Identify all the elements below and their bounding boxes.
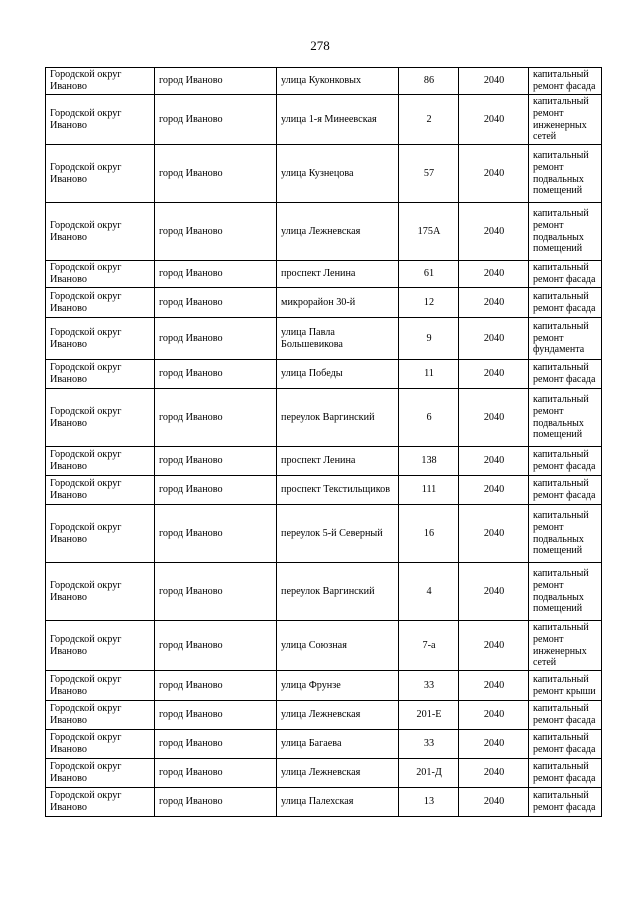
year-cell: 2040: [459, 288, 529, 318]
okrug-cell: Городской округ Иваново: [46, 389, 155, 447]
house-number-cell: 6: [399, 389, 459, 447]
street-cell: проспект Текстильщиков: [277, 476, 399, 505]
work-type-cell: капитальный ремонт подвальных помещений: [529, 505, 602, 563]
table-row: [46, 759, 602, 788]
table-row: [46, 701, 602, 730]
city-cell: город Иваново: [155, 759, 277, 788]
year-cell: 2040: [459, 563, 529, 621]
city-cell: город Иваново: [155, 621, 277, 671]
work-type-cell: капитальный ремонт подвальных помещений: [529, 145, 602, 203]
year-cell: 2040: [459, 389, 529, 447]
work-type-cell: капитальный ремонт фасада: [529, 730, 602, 759]
city-cell: город Иваново: [155, 389, 277, 447]
house-number-cell: 201-Е: [399, 701, 459, 730]
street-cell: улица Лежневская: [277, 701, 399, 730]
city-cell: город Иваново: [155, 505, 277, 563]
house-number-cell: 57: [399, 145, 459, 203]
street-cell: улица Союзная: [277, 621, 399, 671]
city-cell: город Иваново: [155, 95, 277, 145]
city-cell: город Иваново: [155, 203, 277, 261]
house-number-cell: 86: [399, 68, 459, 95]
table-row: [46, 476, 602, 505]
house-number-cell: 175А: [399, 203, 459, 261]
table-row: [46, 318, 602, 360]
year-cell: 2040: [459, 759, 529, 788]
year-cell: 2040: [459, 145, 529, 203]
street-cell: переулок Варгинский: [277, 389, 399, 447]
table-row: [46, 288, 602, 318]
house-number-cell: 138: [399, 447, 459, 476]
okrug-cell: Городской округ Иваново: [46, 203, 155, 261]
work-type-cell: капитальный ремонт фасада: [529, 788, 602, 817]
table-row: [46, 389, 602, 447]
city-cell: город Иваново: [155, 563, 277, 621]
house-number-cell: 9: [399, 318, 459, 360]
year-cell: 2040: [459, 203, 529, 261]
okrug-cell: Городской округ Иваново: [46, 759, 155, 788]
house-number-cell: 11: [399, 360, 459, 389]
work-type-cell: капитальный ремонт фасада: [529, 68, 602, 95]
street-cell: улица Победы: [277, 360, 399, 389]
street-cell: улица Лежневская: [277, 759, 399, 788]
year-cell: 2040: [459, 360, 529, 389]
year-cell: 2040: [459, 318, 529, 360]
okrug-cell: Городской округ Иваново: [46, 261, 155, 288]
okrug-cell: Городской округ Иваново: [46, 701, 155, 730]
year-cell: 2040: [459, 671, 529, 701]
okrug-cell: Городской округ Иваново: [46, 788, 155, 817]
work-type-cell: капитальный ремонт подвальных помещений: [529, 389, 602, 447]
house-number-cell: 12: [399, 288, 459, 318]
house-number-cell: 2: [399, 95, 459, 145]
table-row: [46, 730, 602, 759]
year-cell: 2040: [459, 476, 529, 505]
year-cell: 2040: [459, 730, 529, 759]
street-cell: улица Павла Большевикова: [277, 318, 399, 360]
page-number: 278: [310, 38, 330, 53]
street-cell: проспект Ленина: [277, 261, 399, 288]
house-number-cell: 61: [399, 261, 459, 288]
okrug-cell: Городской округ Иваново: [46, 360, 155, 389]
table-row: [46, 261, 602, 288]
table-row: [46, 563, 602, 621]
city-cell: город Иваново: [155, 447, 277, 476]
city-cell: город Иваново: [155, 701, 277, 730]
work-type-cell: капитальный ремонт подвальных помещений: [529, 203, 602, 261]
street-cell: проспект Ленина: [277, 447, 399, 476]
year-cell: 2040: [459, 505, 529, 563]
house-number-cell: 16: [399, 505, 459, 563]
city-cell: город Иваново: [155, 145, 277, 203]
table-row: [46, 621, 602, 671]
okrug-cell: Городской округ Иваново: [46, 68, 155, 95]
year-cell: 2040: [459, 95, 529, 145]
work-type-cell: капитальный ремонт фасада: [529, 261, 602, 288]
table-row: [46, 360, 602, 389]
city-cell: город Иваново: [155, 476, 277, 505]
year-cell: 2040: [459, 68, 529, 95]
work-type-cell: капитальный ремонт подвальных помещений: [529, 563, 602, 621]
work-type-cell: капитальный ремонт инженерных сетей: [529, 621, 602, 671]
city-cell: город Иваново: [155, 360, 277, 389]
street-cell: улица Кузнецова: [277, 145, 399, 203]
street-cell: улица Лежневская: [277, 203, 399, 261]
street-cell: улица 1-я Минеевская: [277, 95, 399, 145]
year-cell: 2040: [459, 701, 529, 730]
house-number-cell: 13: [399, 788, 459, 817]
year-cell: 2040: [459, 447, 529, 476]
street-cell: улица Фрунзе: [277, 671, 399, 701]
work-type-cell: капитальный ремонт фасада: [529, 701, 602, 730]
house-number-cell: 33: [399, 671, 459, 701]
work-type-cell: капитальный ремонт крыши: [529, 671, 602, 701]
table-row: [46, 145, 602, 203]
work-type-cell: капитальный ремонт фасада: [529, 288, 602, 318]
street-cell: переулок 5-й Северный: [277, 505, 399, 563]
work-type-cell: капитальный ремонт фасада: [529, 759, 602, 788]
okrug-cell: Городской округ Иваново: [46, 671, 155, 701]
table-row: [46, 447, 602, 476]
work-type-cell: капитальный ремонт фасада: [529, 447, 602, 476]
house-number-cell: 4: [399, 563, 459, 621]
table-row: [46, 68, 602, 95]
okrug-cell: Городской округ Иваново: [46, 476, 155, 505]
city-cell: город Иваново: [155, 318, 277, 360]
street-cell: улица Куконковых: [277, 68, 399, 95]
house-number-cell: 7-а: [399, 621, 459, 671]
okrug-cell: Городской округ Иваново: [46, 505, 155, 563]
okrug-cell: Городской округ Иваново: [46, 145, 155, 203]
year-cell: 2040: [459, 788, 529, 817]
street-cell: микрорайон 30-й: [277, 288, 399, 318]
okrug-cell: Городской округ Иваново: [46, 318, 155, 360]
street-cell: улица Палехская: [277, 788, 399, 817]
okrug-cell: Городской округ Иваново: [46, 447, 155, 476]
okrug-cell: Городской округ Иваново: [46, 730, 155, 759]
table-row: [46, 505, 602, 563]
house-number-cell: 201-Д: [399, 759, 459, 788]
year-cell: 2040: [459, 261, 529, 288]
city-cell: город Иваново: [155, 730, 277, 759]
okrug-cell: Городской округ Иваново: [46, 95, 155, 145]
house-number-cell: 111: [399, 476, 459, 505]
work-type-cell: капитальный ремонт инженерных сетей: [529, 95, 602, 145]
table-row: [46, 203, 602, 261]
table-row: [46, 95, 602, 145]
city-cell: город Иваново: [155, 261, 277, 288]
okrug-cell: Городской округ Иваново: [46, 288, 155, 318]
table-row: [46, 788, 602, 817]
city-cell: город Иваново: [155, 288, 277, 318]
repair-register-table: [45, 67, 602, 817]
city-cell: город Иваново: [155, 788, 277, 817]
work-type-cell: капитальный ремонт фундамента: [529, 318, 602, 360]
city-cell: город Иваново: [155, 671, 277, 701]
okrug-cell: Городской округ Иваново: [46, 563, 155, 621]
street-cell: улица Багаева: [277, 730, 399, 759]
okrug-cell: Городской округ Иваново: [46, 621, 155, 671]
work-type-cell: капитальный ремонт фасада: [529, 360, 602, 389]
table-row: [46, 671, 602, 701]
city-cell: город Иваново: [155, 68, 277, 95]
year-cell: 2040: [459, 621, 529, 671]
street-cell: переулок Варгинский: [277, 563, 399, 621]
work-type-cell: капитальный ремонт фасада: [529, 476, 602, 505]
house-number-cell: 33: [399, 730, 459, 759]
